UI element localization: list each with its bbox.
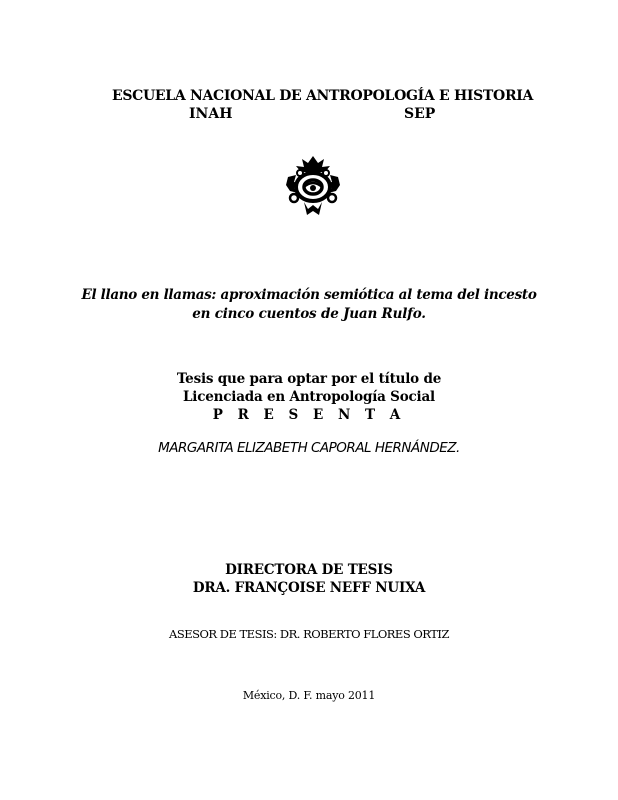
sep-label: SEP: [404, 106, 436, 122]
thesis-title-line-2: en cinco cuentos de Juan Rulfo.: [192, 306, 426, 322]
degree-line-1: Tesis que para optar por el título de: [176, 371, 442, 387]
director-name: DRA. FRANÇOISE NEFF NUIXA: [192, 580, 426, 596]
presents-label: P R E S E N T A: [212, 407, 406, 423]
thesis-title-line-1: El llano en llamas: aproximación semiótica al tema del incesto: [81, 287, 537, 303]
inah-label: INAH: [189, 106, 233, 122]
director-heading: DIRECTORA DE TESIS: [225, 562, 393, 578]
degree-line-2: Licenciada en Antropología Social: [183, 389, 435, 405]
author-name: MARGARITA ELIZABETH CAPORAL HERNÁNDEZ.: [158, 440, 460, 456]
place-date: México, D. F. mayo 2011: [242, 689, 376, 702]
aztec-glyph-emblem-icon: [282, 155, 344, 217]
advisor-line: ASESOR DE TESIS: DR. ROBERTO FLORES ORTIZ: [169, 627, 449, 641]
institution-name: ESCUELA NACIONAL DE ANTROPOLOGÍA E HISTORIA: [112, 88, 534, 104]
